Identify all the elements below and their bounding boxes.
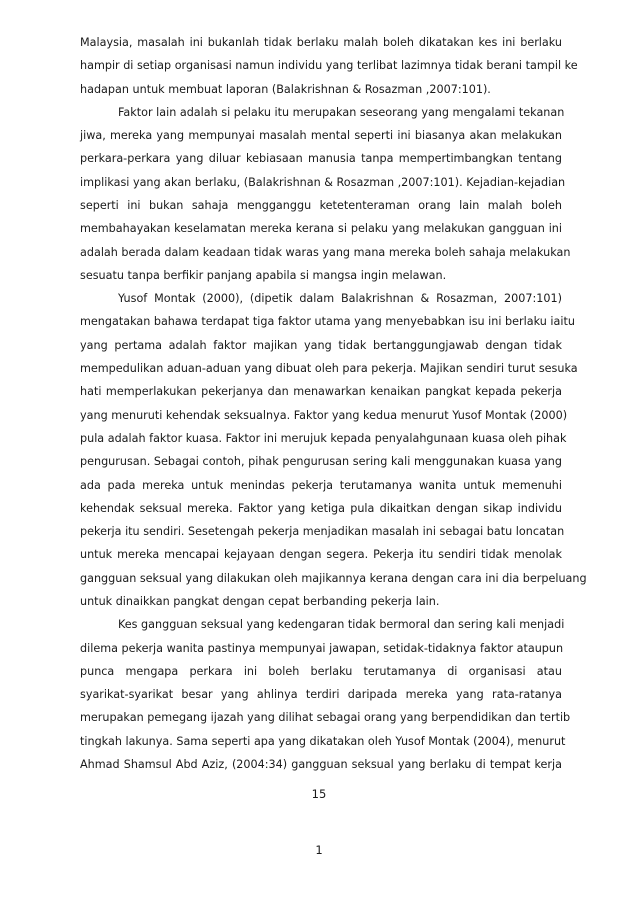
text-line: Ahmad Shamsul Abd Aziz, (2004:34) gangguan seksual yang berlaku di tempat kerja bbox=[80, 758, 562, 771]
text-line: dilema pekerja wanita pastinya mempunyai jawapan, setidak-tidaknya faktor ataupun bbox=[80, 642, 564, 655]
text-line: Faktor lain adalah si pelaku itu merupakan seseorang yang mengalami tekanan bbox=[118, 106, 565, 119]
text-line: pekerja itu sendiri. Sesetengah pekerja menjadikan masalah ini sebagai batu loncatan bbox=[80, 525, 565, 538]
text-line: seperti ini bukan sahaja mengganggu ketetenteraman orang lain malah boleh bbox=[80, 199, 562, 212]
text-line: kehendak seksual mereka. Faktor yang ketiga pula dikaitkan dengan sikap individu bbox=[80, 502, 562, 515]
text-line: adalah berada dalam keadaan tidak waras yang mana mereka boleh sahaja melakukan bbox=[80, 246, 571, 259]
page-number-printed: 15 bbox=[311, 787, 327, 801]
text-line: syarikat-syarikat besar yang ahlinya terdiri daripada mereka yang rata-ratanya bbox=[80, 688, 562, 701]
text-line: sesuatu tanpa berfikir panjang apabila si mangsa ingin melawan. bbox=[80, 269, 447, 282]
page-number-footer: 1 bbox=[315, 843, 323, 857]
text-line: Kes gangguan seksual yang kedengaran tidak bermoral dan sering kali menjadi bbox=[118, 618, 565, 631]
text-line: perkara-perkara yang diluar kebiasaan manusia tanpa mempertimbangkan tentang bbox=[80, 152, 562, 165]
text-line: hati memperlakukan pekerjanya dan menawarkan kenaikan pangkat kepada pekerja bbox=[80, 385, 562, 398]
text-line: Malaysia, masalah ini bukanlah tidak berlaku malah boleh dikatakan kes ini berlaku bbox=[80, 36, 562, 49]
text-line: gangguan seksual yang dilakukan oleh majikannya kerana dengan cara ini dia berpeluang bbox=[80, 572, 587, 585]
text-line: yang pertama adalah faktor majikan yang tidak bertanggungjawab dengan tidak bbox=[80, 339, 562, 352]
text-line: hampir di setiap organisasi namun individu yang terlibat lazimnya tidak berani tampil ke bbox=[80, 59, 578, 72]
text-line: hadapan untuk membuat laporan (Balakrishnan & Rosazman ,2007:101). bbox=[80, 83, 491, 96]
text-line: membahayakan keselamatan mereka kerana si pelaku yang melakukan gangguan ini bbox=[80, 222, 562, 235]
text-line: punca mengapa perkara ini boleh berlaku terutamanya di organisasi atau bbox=[80, 665, 562, 678]
text-line: implikasi yang akan berlaku, (Balakrishnan & Rosazman ,2007:101). Kejadian-kejadian bbox=[80, 176, 566, 189]
text-line: Yusof Montak (2000), (dipetik dalam Balakrishnan & Rosazman, 2007:101) bbox=[118, 292, 562, 305]
text-line: tingkah lakunya. Sama seperti apa yang dikatakan oleh Yusof Montak (2004), menurut bbox=[80, 735, 566, 748]
text-line: untuk dinaikkan pangkat dengan cepat berbanding pekerja lain. bbox=[80, 595, 440, 608]
text-line: pula adalah faktor kuasa. Faktor ini merujuk kepada penyalahgunaan kuasa oleh pihak bbox=[80, 432, 567, 445]
text-line: yang menuruti kehendak seksualnya. Faktor yang kedua menurut Yusof Montak (2000) bbox=[80, 409, 568, 422]
text-line: untuk mereka mencapai kejayaan dengan segera. Pekerja itu sendiri tidak menolak bbox=[80, 548, 562, 561]
text-line: ada pada mereka untuk menindas pekerja terutamanya wanita untuk memenuhi bbox=[80, 479, 562, 492]
text-line: mengatakan bahawa terdapat tiga faktor utama yang menyebabkan isu ini berlaku iaitu bbox=[80, 315, 575, 328]
text-line: mempedulikan aduan-aduan yang dibuat oleh para pekerja. Majikan sendiri turut sesuka bbox=[80, 362, 578, 375]
text-line: merupakan pemegang ijazah yang dilihat sebagai orang yang berpendidikan dan tertib bbox=[80, 711, 571, 724]
text-line: pengurusan. Sebagai contoh, pihak pengurusan sering kali menggunakan kuasa yang bbox=[80, 455, 562, 468]
text-line: jiwa, mereka yang mempunyai masalah mental seperti ini biasanya akan melakukan bbox=[80, 129, 562, 142]
